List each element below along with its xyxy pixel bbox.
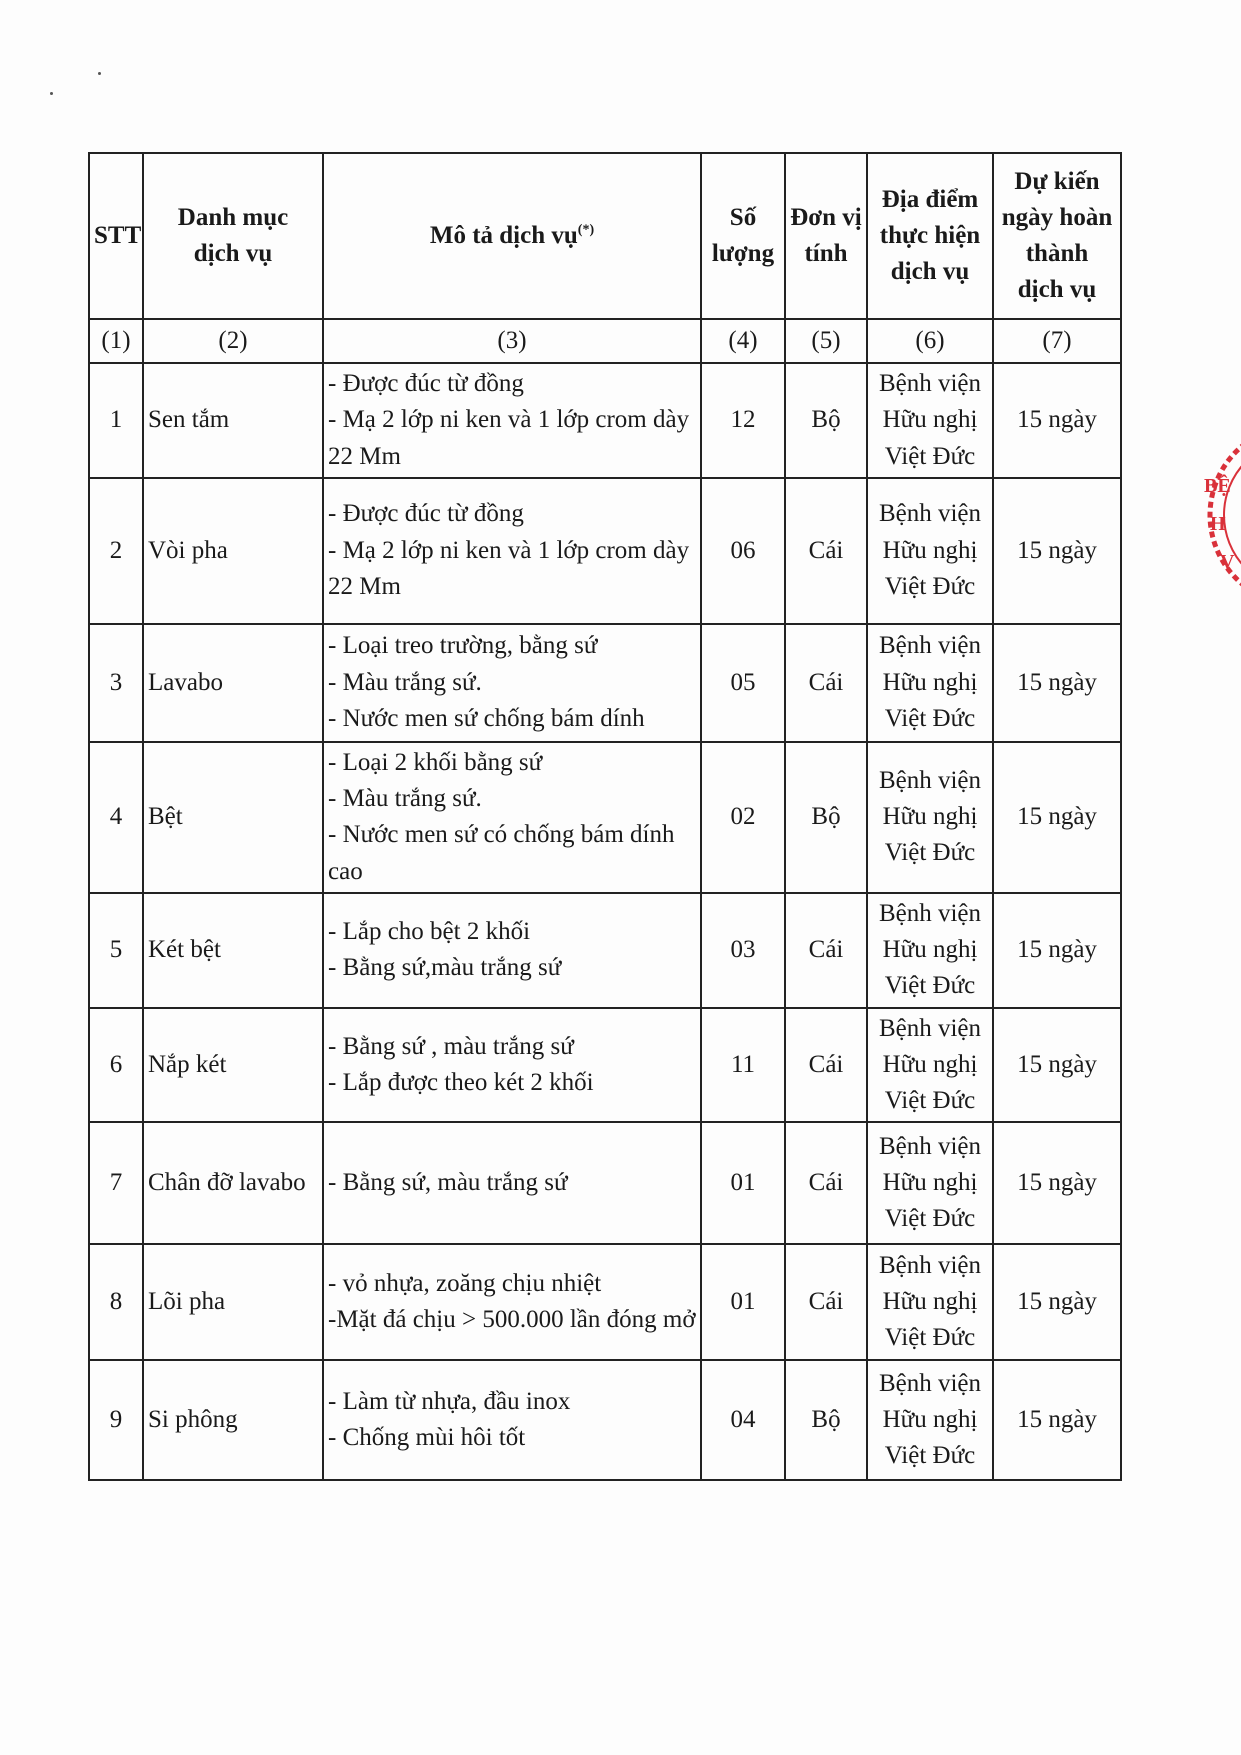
row-name: Vòi pha [143, 478, 323, 624]
row-quantity: 06 [701, 478, 785, 624]
row-location [867, 893, 993, 1008]
table-row [89, 363, 1121, 478]
row-description [323, 478, 701, 624]
location-line: Bệnh viện [878, 1251, 982, 1279]
row-description [323, 1360, 701, 1480]
stamp-text: H [1210, 513, 1226, 535]
header-row [89, 153, 1121, 319]
description-line: - Được đúc từ đồng [328, 500, 524, 528]
row-completion-time: 15 ngày [993, 742, 1121, 893]
location-line: Việt Đức [884, 442, 976, 470]
row-stt: 2 [89, 478, 143, 624]
header-unit-line: tính [804, 240, 848, 267]
header-description-text: Mô tả dịch vụ [429, 221, 578, 249]
row-description [323, 363, 701, 478]
row-location [867, 1360, 993, 1480]
description-line: - Nước men sứ có chống bám dính cao [328, 821, 675, 885]
column-number: (4) [701, 319, 785, 363]
table-row [89, 478, 1121, 624]
row-location [867, 1244, 993, 1360]
row-name: Lõi pha [143, 1244, 323, 1360]
table-row [89, 1360, 1121, 1480]
header-quantity-line: Số [729, 203, 757, 231]
row-location [867, 478, 993, 624]
location-line: Hữu nghị [882, 1406, 978, 1434]
row-completion-time: 15 ngày [993, 893, 1121, 1008]
row-completion-time: 15 ngày [993, 624, 1121, 742]
row-name: Sen tắm [143, 363, 323, 478]
row-name: Bệt [143, 742, 323, 893]
location-line: Hữu nghị [882, 803, 978, 831]
header-description-sup: (*) [577, 222, 595, 238]
row-description [323, 1122, 701, 1244]
row-unit: Bộ [785, 1360, 867, 1480]
location-line: Hữu nghị [882, 1169, 978, 1197]
header-location-line: Địa điểm [881, 185, 979, 213]
column-number: (2) [143, 319, 323, 363]
location-line: Việt Đức [884, 972, 976, 1000]
table-row [89, 893, 1121, 1008]
description-line: - Mạ 2 lớp ni ken và 1 lớp crom dày 22 Mm [328, 536, 690, 600]
column-number: (6) [867, 319, 993, 363]
location-line: Hữu nghị [882, 536, 978, 564]
description-line: - Chống mùi hôi tốt [328, 1424, 526, 1452]
table-row [89, 1244, 1121, 1360]
location-line: Bệnh viện [878, 500, 982, 528]
location-line: Hữu nghị [882, 668, 978, 696]
location-line: Việt Đức [884, 1442, 976, 1470]
table-row [89, 1122, 1121, 1244]
description-line: - Loại 2 khối bằng sứ [328, 748, 543, 776]
location-line: Việt Đức [884, 1205, 976, 1233]
column-number: (7) [993, 319, 1121, 363]
row-name: Lavabo [143, 624, 323, 742]
row-quantity: 05 [701, 624, 785, 742]
row-quantity: 01 [701, 1122, 785, 1244]
row-quantity: 12 [701, 363, 785, 478]
table-row [89, 742, 1121, 893]
description-line: - vỏ nhựa, zoăng chịu nhiệt [328, 1270, 602, 1297]
header-unit [785, 153, 867, 319]
red-seal-stamp [1190, 410, 1241, 620]
header-stt: STT [89, 153, 143, 319]
description-line: - Lắp cho bệt 2 khối [328, 917, 531, 945]
row-unit: Cái [785, 1244, 867, 1360]
row-description [323, 742, 701, 893]
row-stt: 4 [89, 742, 143, 893]
location-line: Hữu nghị [882, 1050, 978, 1078]
location-line: Việt Đức [884, 1324, 976, 1352]
row-location [867, 742, 993, 893]
description-line: - Màu trắng sứ. [328, 785, 482, 812]
row-stt: 7 [89, 1122, 143, 1244]
description-line: - Màu trắng sứ. [328, 668, 482, 696]
location-line: Việt Đức [884, 572, 976, 600]
column-number: (3) [323, 319, 701, 363]
header-location-line: dịch vụ [890, 258, 970, 286]
description-line: - Bằng sứ, màu trắng sứ [328, 1169, 568, 1197]
header-completion-line: Dự kiến [1014, 167, 1100, 195]
row-unit: Cái [785, 478, 867, 624]
services-table [88, 152, 1122, 1481]
row-location [867, 363, 993, 478]
header-completion [993, 153, 1121, 319]
row-completion-time: 15 ngày [993, 1244, 1121, 1360]
location-line: Bệnh viện [878, 1369, 982, 1397]
location-line: Hữu nghị [882, 406, 978, 434]
table-row [89, 1008, 1121, 1123]
row-quantity: 03 [701, 893, 785, 1008]
column-number-row [89, 319, 1121, 363]
description-line: - Nước men sứ chống bám dính [328, 704, 645, 732]
header-quantity-line: lượng [711, 240, 775, 267]
row-quantity: 04 [701, 1360, 785, 1480]
header-completion-line: ngày hoàn [1001, 203, 1113, 231]
header-completion-line: dịch vụ [1017, 276, 1097, 304]
row-completion-time: 15 ngày [993, 1008, 1121, 1123]
location-line: Bệnh viện [878, 1014, 982, 1042]
row-quantity: 11 [701, 1008, 785, 1123]
header-completion-line: thành [1025, 240, 1089, 267]
description-line: - Lắp được theo két 2 khối [328, 1068, 594, 1096]
header-location-line: thực hiện [879, 221, 981, 249]
row-unit: Bộ [785, 363, 867, 478]
header-location [867, 153, 993, 319]
location-line: Việt Đức [884, 704, 976, 732]
row-stt: 9 [89, 1360, 143, 1480]
row-stt: 6 [89, 1008, 143, 1123]
row-description [323, 893, 701, 1008]
row-name: Két bệt [143, 893, 323, 1008]
row-stt: 1 [89, 363, 143, 478]
location-line: Hữu nghị [882, 936, 978, 963]
row-unit: Cái [785, 624, 867, 742]
header-unit-line: Đơn vị [790, 203, 862, 231]
stamp-text: BỆ [1204, 475, 1231, 497]
row-quantity: 01 [701, 1244, 785, 1360]
row-location [867, 1008, 993, 1123]
location-line: Bệnh viện [878, 632, 982, 660]
description-line: - Được đúc từ đồng [328, 370, 524, 397]
row-name: Chân đỡ lavabo [143, 1122, 323, 1244]
row-unit: Bộ [785, 742, 867, 893]
description-line: - Mạ 2 lớp ni ken và 1 lớp crom dày 22 Mm [328, 406, 690, 470]
header-category-line: dịch vụ [193, 240, 273, 267]
row-stt: 3 [89, 624, 143, 742]
row-completion-time: 15 ngày [993, 478, 1121, 624]
location-line: Bệnh viện [878, 1132, 982, 1160]
row-description [323, 1008, 701, 1123]
table-row [89, 624, 1121, 742]
description-line: - Bằng sứ,màu trắng sứ [328, 954, 562, 982]
row-unit: Cái [785, 1122, 867, 1244]
scan-speck [50, 92, 53, 95]
row-stt: 8 [89, 1244, 143, 1360]
scan-speck [98, 72, 101, 75]
row-location [867, 624, 993, 742]
location-line: Bệnh viện [878, 899, 982, 927]
column-number: (1) [89, 319, 143, 363]
description-line: -Mặt đá chịu > 500.000 lần đóng mở [328, 1306, 696, 1334]
header-category-line: Danh mục [177, 203, 289, 231]
row-stt: 5 [89, 893, 143, 1008]
location-line: Bệnh viện [878, 370, 982, 397]
row-description [323, 624, 701, 742]
row-unit: Cái [785, 893, 867, 1008]
header-category [143, 153, 323, 319]
description-line: - Loại treo trường, bằng sứ [328, 632, 598, 660]
row-name: Si phông [143, 1360, 323, 1480]
header-quantity [701, 153, 785, 319]
row-name: Nắp két [143, 1008, 323, 1123]
location-line: Bệnh viện [878, 766, 982, 794]
row-unit: Cái [785, 1008, 867, 1123]
stamp-text: V [1220, 551, 1235, 573]
location-line: Hữu nghị [882, 1288, 978, 1316]
row-quantity: 02 [701, 742, 785, 893]
header-description [323, 153, 701, 319]
column-number: (5) [785, 319, 867, 363]
row-completion-time: 15 ngày [993, 1360, 1121, 1480]
row-completion-time: 15 ngày [993, 1122, 1121, 1244]
row-location [867, 1122, 993, 1244]
row-description [323, 1244, 701, 1360]
row-completion-time: 15 ngày [993, 363, 1121, 478]
description-line: - Làm từ nhựa, đầu inox [328, 1388, 571, 1415]
location-line: Việt Đức [884, 839, 976, 867]
location-line: Việt Đức [884, 1087, 976, 1114]
description-line: - Bằng sứ , màu trắng sứ [328, 1032, 574, 1060]
